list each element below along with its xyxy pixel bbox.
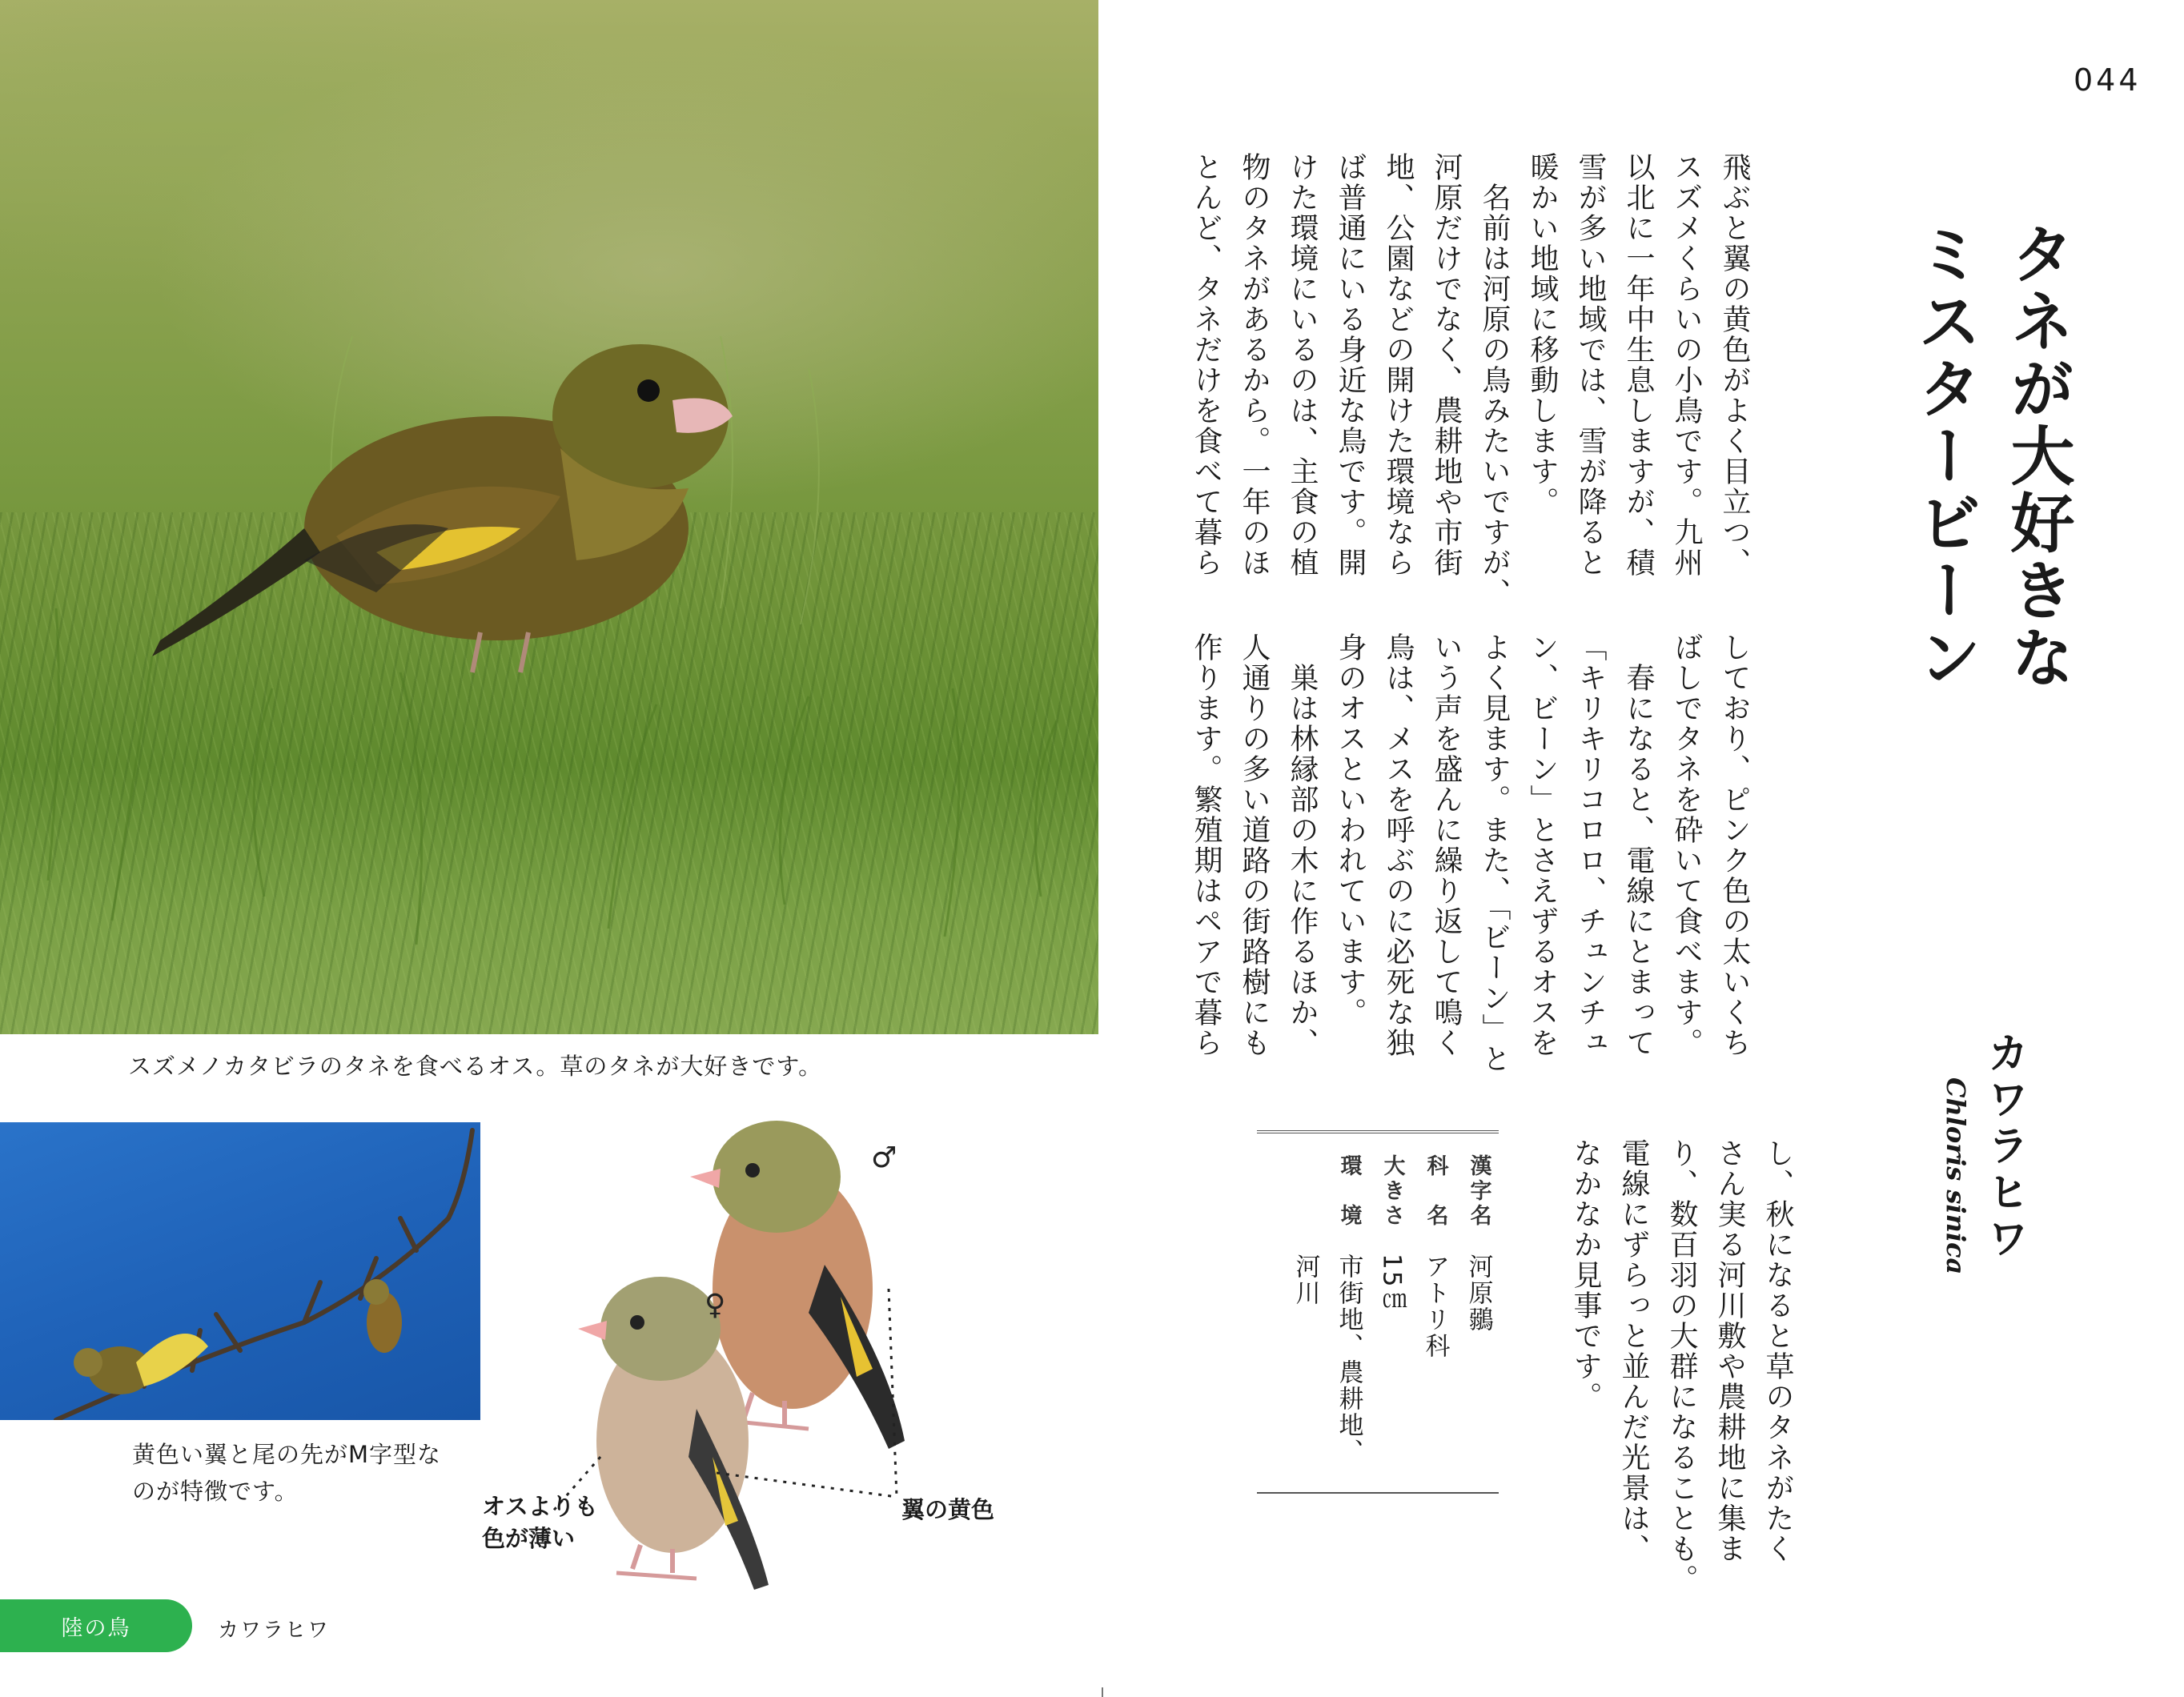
text-line: ン、ビーン」とさえずるオスを [1526, 632, 1559, 1058]
gutter-mark [1102, 1687, 1103, 1697]
text-line: 「キリキリコロロ、チュンチュ [1574, 632, 1607, 1058]
text-line: よく見ます。また、「ビーン」と [1478, 632, 1511, 1074]
text-line: 以北に一年中生息しますが、積 [1622, 152, 1655, 578]
info-row [1372, 1133, 1412, 1492]
text-line: さん実る河川敷や農耕地に集ま [1713, 1138, 1746, 1564]
text-line: 暖かい地域に移動します。 [1526, 152, 1559, 517]
small-photo-caption-line2: のが特徴です。 [132, 1478, 299, 1505]
female-pale-label-line2: 色が薄い [482, 1525, 576, 1552]
text-line: 地、公園などの開けた環境なら [1382, 152, 1415, 578]
body-text-lower [1182, 632, 1758, 1097]
female-pale-label [482, 1490, 598, 1555]
page-number: 044 [2074, 62, 2142, 98]
text-line: なかなか見事です。 [1569, 1138, 1602, 1412]
text-line: 雪が多い地域では、雪が降ると [1574, 152, 1607, 578]
text-line: しており、ピンク色の太いくち [1718, 632, 1751, 1058]
body-text-tail [1561, 1138, 1801, 1595]
info-row [1459, 1133, 1499, 1492]
text-line: ばしでタネを砕いて食べます。 [1670, 632, 1703, 1058]
species-name: カワラヒワ [1980, 1031, 2028, 1263]
category-tab: 陸の鳥 [0, 1599, 192, 1652]
info-row [1415, 1133, 1455, 1492]
wing-yellow-label: 翼の黄色 [901, 1496, 995, 1523]
info-table [1257, 1130, 1499, 1494]
text-line: 春になると、電線にとまって [1622, 632, 1655, 1058]
scientific-name: Chloris sinica [1941, 1077, 1971, 1275]
small-photo-caption [132, 1436, 441, 1510]
main-bird-photo [0, 0, 1098, 1034]
info-key: 環 境 [1336, 1154, 1362, 1229]
text-line: いう声を盛んに繰り返して鳴く [1430, 632, 1463, 1058]
male-greenfinch-photo-figure [0, 0, 1098, 1034]
text-line: 電線にずらっと並んだ光景は、 [1617, 1138, 1650, 1564]
text-line: 鳥は、メスを呼ぶのに必死な独 [1382, 632, 1415, 1058]
text-line: 名前は河原の鳥みたいですが、 [1478, 152, 1511, 608]
info-value: 河原鶸 [1463, 1254, 1493, 1333]
footer-species-name: カワラヒワ [218, 1619, 331, 1643]
info-key: 科 名 [1423, 1154, 1448, 1229]
title-line2: ミスタービーン [1907, 221, 1981, 692]
small-bird-photo [0, 1122, 480, 1420]
female-symbol: ♀ [705, 1289, 726, 1322]
main-photo-caption: スズメノカタビラのタネを食べるオス。草のタネが大好きです。 [128, 1053, 823, 1080]
info-value: 市街地、農耕地、 [1334, 1254, 1363, 1465]
text-line: 河原だけでなく、農耕地や市街 [1430, 152, 1463, 578]
male-symbol: ♂ [871, 1141, 897, 1174]
info-key: 大きさ [1379, 1154, 1405, 1229]
text-line: とんど、タネだけを食べて暮ら [1190, 152, 1222, 578]
text-line: 作ります。繁殖期はペアで暮ら [1190, 632, 1222, 1058]
text-line: スズメくらいの小鳥です。九州 [1670, 152, 1703, 578]
info-key: 漢字名 [1466, 1154, 1491, 1229]
text-line: 身のオスといわれています。 [1334, 632, 1367, 1028]
info-row [1286, 1133, 1326, 1492]
text-line: し、秋になると草のタネがたく [1761, 1138, 1794, 1564]
info-value: アトリ科 [1420, 1254, 1450, 1359]
text-line: 人通りの多い道路の街路樹にも [1238, 632, 1271, 1058]
body-text-upper [1182, 152, 1758, 664]
info-value: 河川 [1291, 1254, 1320, 1306]
text-line: 飛ぶと翼の黄色がよく目立つ、 [1718, 152, 1751, 578]
text-line: ば普通にいる身近な鳥です。開 [1334, 152, 1367, 578]
small-photo-caption-line1: 黄色い翼と尾の先がM字型な [132, 1441, 442, 1468]
perched-greenfinches-figure [0, 1122, 480, 1420]
text-line: けた環境にいるのは、主食の植 [1286, 152, 1319, 578]
text-line: 巣は林縁部の木に作るほか、 [1286, 632, 1319, 1058]
male-female-illustration [552, 1105, 1033, 1625]
info-value: 15㎝ [1377, 1254, 1407, 1315]
text-line: 物のタネがあるから。一年のほ [1238, 152, 1271, 578]
text-line: り、数百羽の大群になることも。 [1665, 1138, 1698, 1595]
page-title [1897, 221, 2083, 893]
info-row [1329, 1133, 1369, 1492]
title-line1: タネが大好きな [2000, 221, 2074, 692]
female-pale-label-line1: オスよりも [482, 1493, 598, 1520]
